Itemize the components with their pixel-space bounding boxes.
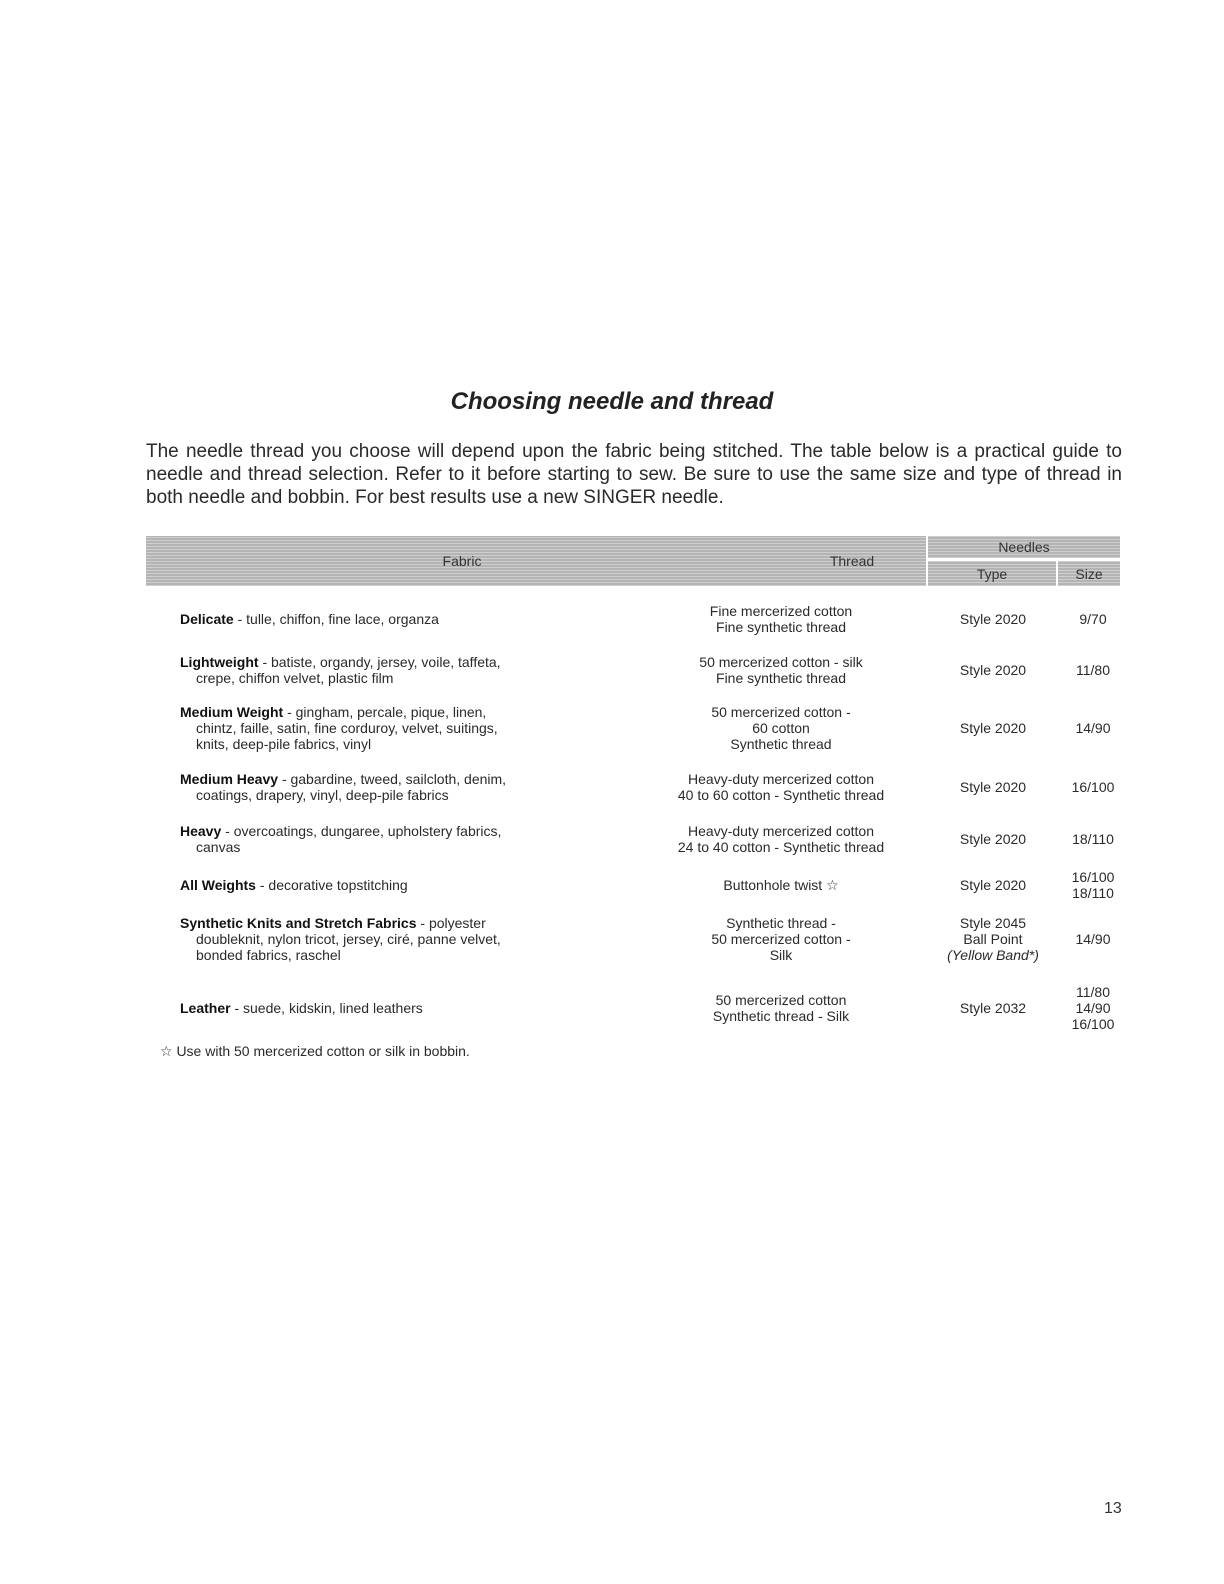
- fabric-cell: [146, 654, 604, 686]
- needle-size-cell: 14/90: [1075, 931, 1111, 947]
- thread-cell: [606, 704, 956, 752]
- size-line: 18/110: [1072, 885, 1114, 901]
- fabric-cell: [146, 611, 604, 627]
- table-row: [146, 972, 1120, 1044]
- needle-size-cell: 18/110: [1072, 831, 1114, 847]
- fabric-desc: - gabardine, tweed, sailcloth, denim,: [281, 771, 507, 787]
- header-type: Type: [928, 561, 1056, 586]
- needle-thread-table: [146, 536, 1120, 1044]
- thread-line: 50 mercerized cotton -: [711, 931, 851, 947]
- header-fabric: Fabric: [146, 536, 778, 586]
- thread-cell: [606, 771, 956, 803]
- needle-size-cell: 14/90: [1075, 720, 1111, 736]
- thread-line: Silk: [769, 947, 793, 963]
- fabric-desc: - suede, kidskin, lined leathers: [234, 1000, 423, 1016]
- fabric-cell: [146, 823, 604, 855]
- header-size: Size: [1058, 561, 1120, 586]
- fabric-desc: - overcoatings, dungaree, upholstery fabrics,: [225, 823, 502, 839]
- table-body: [146, 594, 1120, 1044]
- size-line: 11/80: [1076, 984, 1110, 1000]
- type-line: (Yellow Band*): [947, 947, 1039, 963]
- table-row: [146, 906, 1120, 972]
- intro-paragraph: The needle thread you choose will depend upon the fabric being stitched. The table below is a practical guide to needle and thread selection. Refer to it before starting to sew. Be sure to use the same size and type of thread in both needle and bobbin. For best results use a new SINGER needle.: [146, 441, 1122, 508]
- needle-type-cell: [918, 915, 1068, 963]
- thread-line: Heavy-duty mercerized cotton: [688, 771, 874, 787]
- table-row: [146, 864, 1120, 906]
- thread-line: Synthetic thread - Silk: [712, 1008, 850, 1024]
- thread-line: 24 to 40 cotton - Synthetic thread: [677, 839, 885, 855]
- thread-line: Fine synthetic thread: [716, 670, 846, 686]
- table-row: [146, 644, 1120, 696]
- fabric-cell: [146, 915, 604, 963]
- size-line: 14/90: [1075, 1000, 1111, 1016]
- thread-line: 50 mercerized cotton: [715, 992, 847, 1008]
- fabric-name: Lightweight: [180, 654, 259, 670]
- fabric-desc-cont: chintz, faille, satin, fine corduroy, velvet, suitings,: [196, 720, 498, 736]
- needle-size-cell: [1058, 869, 1128, 901]
- fabric-name: Synthetic Knits and Stretch Fabrics: [180, 915, 417, 931]
- header-needles-group: [928, 536, 1120, 586]
- header-needles: Needles: [928, 536, 1120, 558]
- fabric-desc-cont: crepe, chiffon velvet, plastic film: [196, 670, 394, 686]
- thread-cell: [606, 915, 956, 963]
- table-header: [146, 536, 1120, 586]
- needle-size-cell: 16/100: [1071, 779, 1115, 795]
- fabric-desc-cont: coatings, drapery, vinyl, deep-pile fabrics: [196, 787, 449, 803]
- fabric-desc: - decorative topstitching: [259, 877, 408, 893]
- needle-size-cell: [1058, 984, 1128, 1032]
- size-line: 16/100: [1071, 869, 1115, 885]
- fabric-name: Medium Weight: [180, 704, 284, 720]
- needle-type-cell: Style 2020: [959, 720, 1027, 736]
- fabric-desc: - gingham, percale, pique, linen,: [287, 704, 487, 720]
- thread-line: Buttonhole twist ☆: [723, 877, 839, 893]
- thread-cell: [606, 603, 956, 635]
- table-row: [146, 760, 1120, 814]
- size-line: 16/100: [1071, 1016, 1115, 1032]
- fabric-desc: - batiste, organdy, jersey, voile, taffeta,: [262, 654, 501, 670]
- fabric-desc-cont: canvas: [196, 839, 241, 855]
- thread-line: Fine mercerized cotton: [709, 603, 853, 619]
- fabric-desc: - polyester: [420, 915, 486, 931]
- fabric-name: Leather: [180, 1000, 231, 1016]
- thread-line: 50 mercerized cotton -: [711, 704, 851, 720]
- thread-line: 40 to 60 cotton - Synthetic thread: [677, 787, 885, 803]
- fabric-name: Medium Heavy: [180, 771, 279, 787]
- needle-type-cell: Style 2020: [959, 779, 1027, 795]
- thread-cell: [606, 992, 956, 1024]
- needle-type-cell: Style 2020: [959, 831, 1027, 847]
- thread-line: Fine synthetic thread: [716, 619, 846, 635]
- table-row: [146, 594, 1120, 644]
- page-number: 13: [1104, 1500, 1122, 1517]
- fabric-cell: [146, 771, 604, 803]
- needle-size-cell: 9/70: [1079, 611, 1107, 627]
- needle-type-cell: Style 2020: [959, 877, 1027, 893]
- thread-cell: [606, 823, 956, 855]
- needle-type-cell: Style 2020: [959, 611, 1027, 627]
- type-line: Style 2045: [959, 915, 1027, 931]
- needle-size-cell: 11/80: [1076, 662, 1110, 678]
- table-row: [146, 814, 1120, 864]
- thread-line: 60 cotton: [752, 720, 810, 736]
- thread-line: 50 mercerized cotton - silk: [699, 654, 863, 670]
- needle-type-cell: Style 2020: [959, 662, 1027, 678]
- needle-type-cell: Style 2032: [959, 1000, 1027, 1016]
- fabric-cell: [146, 704, 604, 752]
- fabric-desc-cont: bonded fabrics, raschel: [196, 947, 341, 963]
- fabric-desc-cont: knits, deep-pile fabrics, vinyl: [196, 736, 372, 752]
- fabric-desc-cont: doubleknit, nylon tricot, jersey, ciré, panne velvet,: [196, 931, 501, 947]
- thread-line: Synthetic thread -: [726, 915, 836, 931]
- table-footnote: ☆ Use with 50 mercerized cotton or silk in bobbin.: [160, 1043, 470, 1059]
- header-thread: Thread: [778, 536, 926, 586]
- table-row: [146, 696, 1120, 760]
- fabric-cell: [146, 1000, 604, 1016]
- fabric-name: Delicate: [180, 611, 234, 627]
- thread-cell: [606, 877, 956, 893]
- page-title: Choosing needle and thread: [450, 388, 774, 415]
- fabric-name: Heavy: [180, 823, 222, 839]
- fabric-name: All Weights: [180, 877, 256, 893]
- fabric-desc: - tulle, chiffon, fine lace, organza: [237, 611, 439, 627]
- fabric-cell: [146, 877, 604, 893]
- type-line: Ball Point: [963, 931, 1023, 947]
- thread-line: Synthetic thread: [730, 736, 832, 752]
- thread-line: Heavy-duty mercerized cotton: [688, 823, 874, 839]
- thread-cell: [606, 654, 956, 686]
